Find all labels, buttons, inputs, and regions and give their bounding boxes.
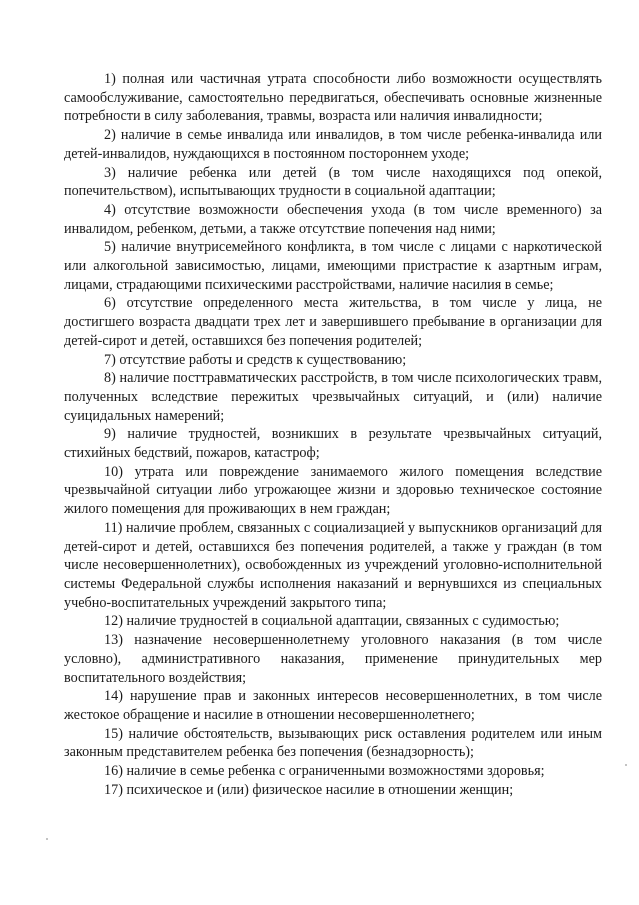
list-item-8: 8) наличие посттравматических расстройств, в том числе психологических травм, полученных вследствие пережитых чрезвычайных ситуаций, и (или) наличие суицидальных намерений; bbox=[64, 370, 602, 424]
list-item-10: 10) утрата или повреждение занимаемого жилого помещения вследствие чрезвычайной ситуации либо угрожающее жизни и здоровью техническое состояние жилого помещения для проживающих в нем граждан; bbox=[64, 463, 602, 518]
scan-speck bbox=[625, 764, 627, 766]
list-item-13: 13) назначение несовершеннолетнему уголовного наказания (в том числе условно), административного наказания, применение принудительных мер воспитательного воздействия; bbox=[64, 632, 602, 686]
list-item-4: 4) отсутствие возможности обеспечения ухода (в том числе временного) за инвалидом, ребенком, детьми, а также отсутствие попечения над ними; bbox=[64, 201, 602, 237]
list-item-1: 1) полная или частичная утрата способности либо возможности осуществлять самообслуживание, самостоятельно передвигаться, обеспечивать основные жизненные потребности в силу заболевания, травмы, возраста или наличия инвалидности; bbox=[64, 71, 602, 125]
list-item-17: 17) психическое и (или) физическое насилие в отношении женщин; bbox=[104, 781, 514, 798]
list-item-14: 14) нарушение прав и законных интересов несовершеннолетних, в том числе жестокое обращение и насилие в отношении несовершеннолетнего; bbox=[64, 688, 602, 723]
list-item-6: 6) отсутствие определенного места жительства, в том числе у лица, не достигшего возраста двадцати трех лет и завершившего пребывание в организации для детей-сирот и детей, оставшихся без попечения родителей; bbox=[64, 295, 602, 349]
scan-speck bbox=[46, 838, 48, 840]
list-item-15: 15) наличие обстоятельств, вызывающих риск оставления родителем или иным законным представителем ребенка без попечения (безнадзорность); bbox=[64, 725, 602, 761]
list-item-7: 7) отсутствие работы и средств к существованию; bbox=[104, 351, 407, 368]
list-item-5: 5) наличие внутрисемейного конфликта, в том числе с лицами с наркотической или алкогольной зависимостью, лицами, имеющими пристрастие к азартным играм, лицами, страдающими психическими расстройствами, наличие насилия в семье; bbox=[64, 239, 602, 293]
document-body bbox=[64, 70, 602, 799]
list-item-12: 12) наличие трудностей в социальной адаптации, связанных с судимостью; bbox=[104, 613, 560, 630]
list-item-16: 16) наличие в семье ребенка с ограниченными возможностями здоровья; bbox=[104, 763, 545, 780]
list-item-11: 11) наличие проблем, связанных с социализацией у выпускников организаций для детей-сирот и детей, оставшихся без попечения родителей, а также у граждан (в том числе несовершеннолетних), освобожденных из учреждений уголовно-исполнительной системы Федеральной службы исполнения наказаний и вернувшихся из специальных учебно-воспитательных учреждений закрытого типа; bbox=[64, 519, 602, 611]
list-item-9: 9) наличие трудностей, возникших в результате чрезвычайных ситуаций, стихийных бедствий, пожаров, катастроф; bbox=[64, 426, 602, 462]
list-item-3: 3) наличие ребенка или детей (в том числе находящихся под опекой, попечительством), испытывающих трудности в социальной адаптации; bbox=[64, 164, 602, 200]
list-item-2: 2) наличие в семье инвалида или инвалидов, в том числе ребенка-инвалида или детей-инвалидов, нуждающихся в постоянном постороннем уходе; bbox=[64, 127, 602, 162]
